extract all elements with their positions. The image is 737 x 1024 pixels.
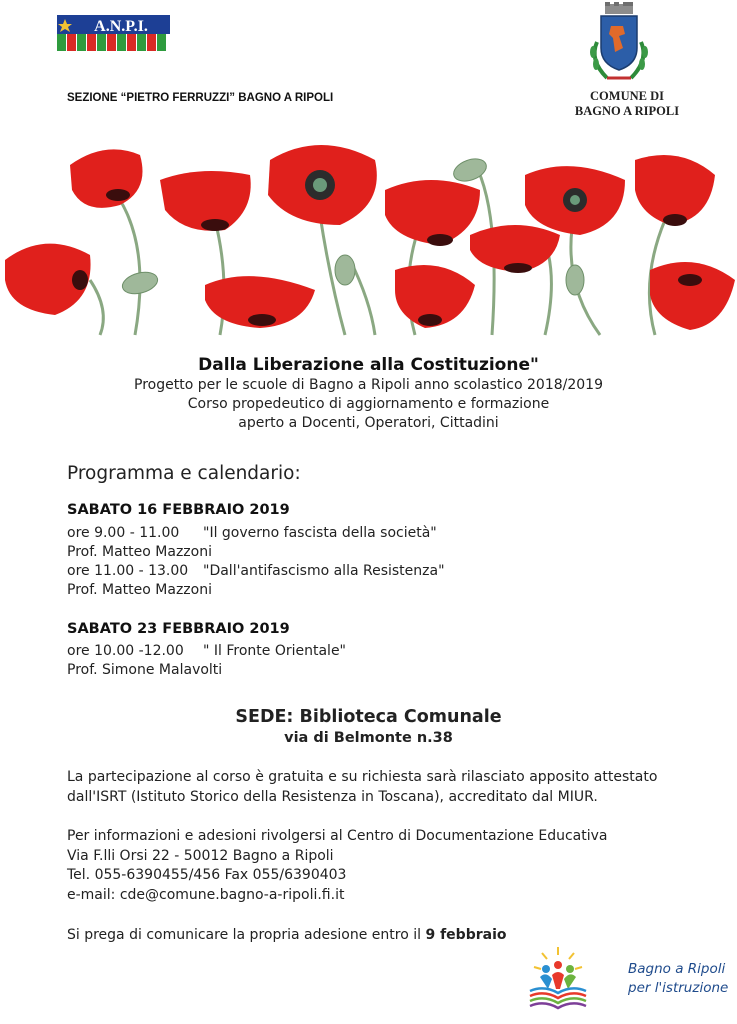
session-prof: Prof. Matteo Mazzoni [67, 544, 212, 560]
session-time: ore 10.00 -12.00 [67, 643, 184, 659]
comune-name-line1: COMUNE DI [590, 89, 664, 103]
intro-line-1: Progetto per le scuole di Bagno a Ripoli anno scolastico 2018/2019 [134, 377, 603, 393]
comune-crest [583, 2, 655, 88]
session-row [67, 524, 445, 543]
session-title: "Dall'antifascismo alla Resistenza" [203, 563, 445, 579]
day-1-date: SABATO 16 FEBBRAIO 2019 [67, 502, 290, 518]
contact-address: Via F.lli Orsi 22 - 50012 Bagno a Ripoli [67, 847, 334, 864]
deadline-line [67, 926, 506, 946]
programma-heading: Programma e calendario: [67, 463, 301, 484]
intro-line-2: Corso propedeutico di aggiornamento e formazione [187, 396, 550, 412]
contact-email[interactable]: e-mail: cde@comune.bagno-a-ripoli.fi.it [67, 886, 345, 903]
comune-name [566, 89, 688, 119]
intro-line-3: aperto a Docenti, Operatori, Cittadini [238, 415, 499, 431]
day-1-sessions [67, 524, 445, 600]
day-2-date: SABATO 23 FEBBRAIO 2019 [67, 621, 290, 637]
deadline-text: Si prega di comunicare la propria adesione entro il [67, 927, 426, 943]
anpi-logo-text: A.N.P.I. [94, 18, 148, 35]
anpi-logo [57, 15, 170, 51]
participation-paragraph [67, 768, 657, 807]
contact-paragraph [67, 827, 607, 905]
sede-address: via di Belmonte n.38 [284, 730, 453, 746]
sede-label: SEDE: Biblioteca Comunale [235, 707, 502, 727]
logo-line-1: Bagno a Ripoli [628, 961, 726, 977]
deadline-date: 9 febbraio [425, 927, 507, 943]
session-prof: Prof. Simone Malavolti [67, 662, 223, 678]
session-row [67, 642, 346, 661]
session-time: ore 11.00 - 13.00 [67, 563, 189, 579]
session-title: "Il governo fascista della società" [203, 525, 437, 541]
logo-line-2: per l'istruzione [628, 980, 729, 996]
contact-phone: Tel. 055-6390455/456 Fax 055/6390403 [67, 867, 347, 883]
session-prof: Prof. Matteo Mazzoni [67, 582, 212, 598]
intro-block [0, 354, 737, 433]
participation-line-2: dall'ISRT (Istituto Storico della Resistenza in Toscana), accreditato dal MIUR. [67, 788, 598, 805]
contact-line-1: Per informazioni e adesioni rivolgersi al Centro di Documentazione Educativa [67, 828, 608, 844]
participation-line-1: La partecipazione al corso è gratuita e su richiesta sarà rilasciato apposito attestato [67, 769, 658, 785]
course-title: Dalla Liberazione alla Costituzione" [198, 355, 539, 375]
sede-block [0, 706, 737, 748]
poppies-illustration [0, 130, 737, 340]
session-time: ore 9.00 - 11.00 [67, 525, 180, 541]
comune-name-line2: BAGNO A RIPOLI [574, 104, 680, 118]
session-title: " Il Fronte Orientale" [203, 643, 346, 659]
istruzione-logo-text [628, 960, 728, 998]
section-label: SEZIONE “PIETRO FERRUZZI” BAGNO A RIPOLI [67, 92, 334, 104]
day-2-sessions [67, 642, 346, 680]
session-row [67, 562, 445, 581]
